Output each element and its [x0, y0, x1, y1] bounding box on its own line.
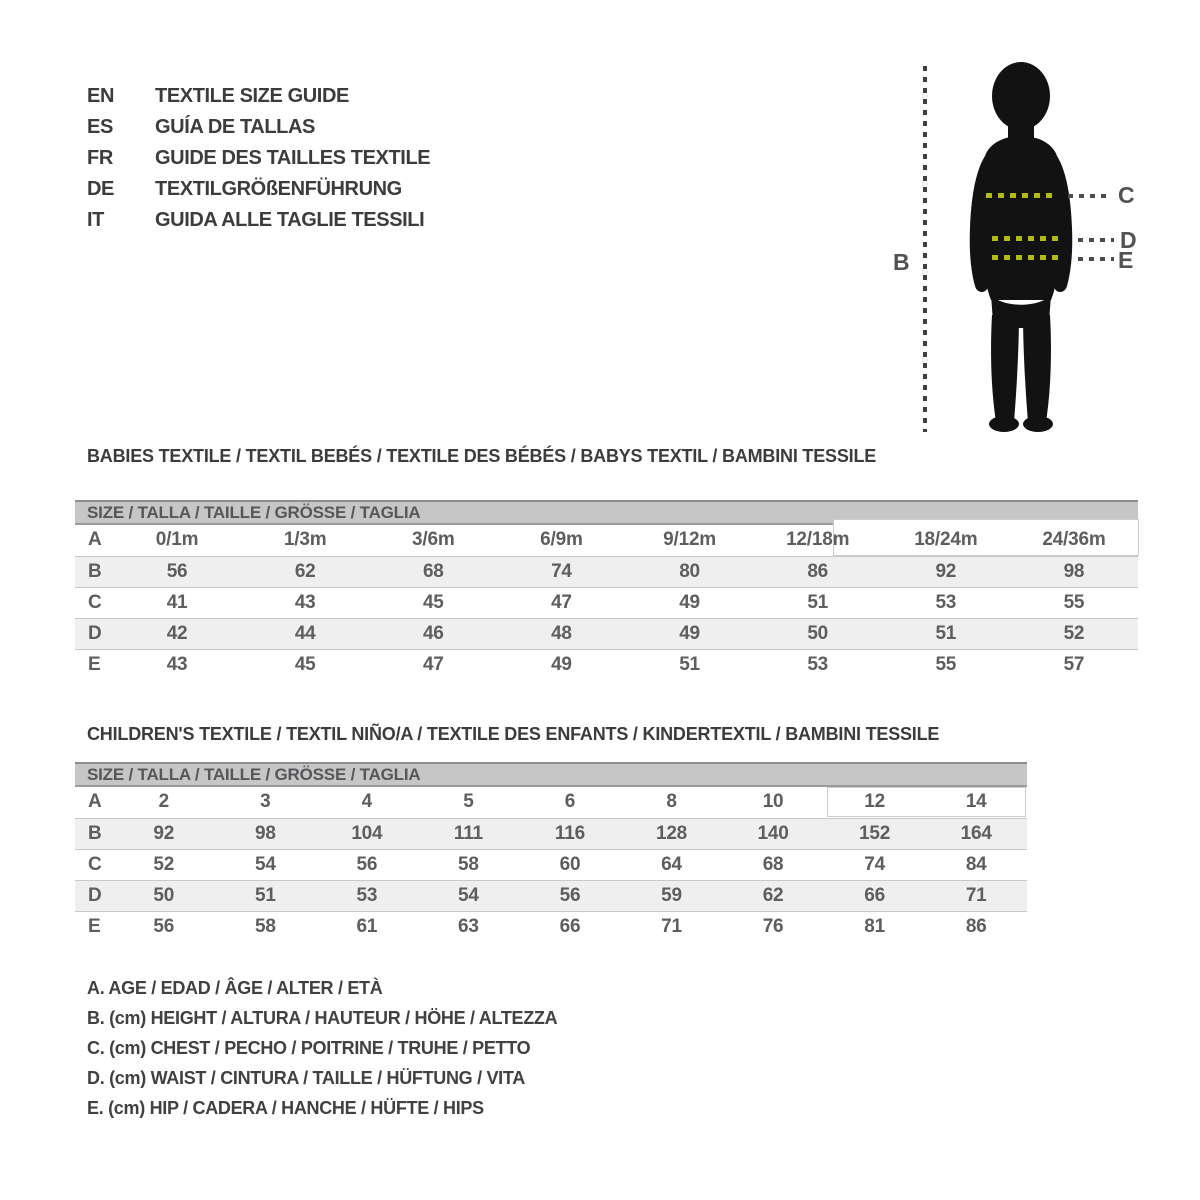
table-cell: 56: [153, 915, 175, 937]
language-code: EN: [87, 85, 114, 107]
table-cell: 98: [1063, 560, 1085, 582]
table-cell: 68: [422, 560, 444, 582]
table-cell: 51: [935, 622, 957, 644]
table-cell: 41: [166, 591, 188, 613]
table-cell: 56: [559, 884, 581, 906]
table-cell: 86: [807, 560, 829, 582]
legend: [87, 973, 557, 1123]
row-label: A: [88, 529, 102, 551]
table-cell: 18/24m: [914, 529, 978, 551]
language-row: [87, 143, 430, 174]
table-cell: 111: [453, 822, 483, 844]
language-title: TEXTILGRÖßENFÜHRUNG: [155, 178, 402, 200]
table-cell: 6: [564, 791, 576, 813]
table-cell: 47: [422, 653, 444, 675]
language-code: FR: [87, 147, 113, 169]
babies-table-grid: [75, 525, 1138, 680]
table-cell: 80: [679, 560, 700, 582]
table-row: [75, 880, 1027, 911]
table-cell: 164: [960, 822, 992, 844]
table-cell: 59: [661, 884, 682, 906]
table-cell: 116: [554, 822, 585, 844]
table-cell: 9/12m: [663, 529, 716, 551]
language-title: GUIDE DES TAILLES TEXTILE: [155, 147, 431, 169]
table-cell: 47: [551, 591, 572, 613]
chest-measure-line: [986, 193, 1056, 198]
table-cell: 104: [351, 822, 383, 844]
table-cell: 42: [166, 622, 188, 644]
table-cell: 57: [1063, 653, 1085, 675]
table-cell: 140: [757, 822, 789, 844]
table-cell: 45: [422, 591, 444, 613]
table-row: [75, 787, 1027, 818]
language-title: GUÍA DE TALLAS: [155, 116, 315, 138]
table-cell: 48: [551, 622, 572, 644]
table-cell: 55: [1063, 591, 1085, 613]
table-cell: 10: [762, 791, 784, 813]
row-label: C: [88, 853, 102, 875]
table-cell: 74: [864, 853, 885, 875]
table-cell: 55: [935, 653, 957, 675]
row-label: B: [88, 560, 102, 582]
table-row: [75, 525, 1138, 556]
language-row: [87, 81, 430, 112]
table-cell: 1/3m: [283, 529, 327, 551]
language-row: [87, 205, 430, 236]
table-cell: 62: [762, 884, 784, 906]
table-cell: 71: [661, 915, 682, 937]
language-title: GUIDA ALLE TAGLIE TESSILI: [155, 209, 425, 231]
table-row: [75, 556, 1138, 587]
table-cell: 43: [166, 653, 188, 675]
language-title: TEXTILE SIZE GUIDE: [155, 85, 349, 107]
table-row: [75, 618, 1138, 649]
hip-leader-line: [1078, 257, 1114, 261]
table-cell: 98: [254, 822, 276, 844]
table-cell: 52: [1063, 622, 1085, 644]
row-label: B: [88, 822, 102, 844]
table-cell: 53: [935, 591, 957, 613]
hip-label: E: [1118, 247, 1134, 273]
children-table-grid: [75, 787, 1027, 942]
table-cell: 56: [166, 560, 188, 582]
table-cell: 12: [864, 791, 885, 813]
table-cell: 128: [655, 822, 688, 844]
waist-measure-line: [992, 236, 1060, 241]
language-code: DE: [87, 178, 114, 200]
table-cell: 152: [859, 822, 891, 844]
babies-section-title: BABIES TEXTILE / TEXTIL BEBÉS / TEXTILE DES BÉBÉS / BABYS TEXTIL / BAMBINI TESSILE: [87, 446, 877, 466]
table-row: [75, 849, 1027, 880]
table-cell: 51: [254, 884, 276, 906]
table-cell: 49: [679, 591, 700, 613]
table-cell: 54: [458, 884, 479, 906]
table-row: [75, 649, 1138, 680]
table-cell: 64: [661, 853, 682, 875]
table-cell: 74: [551, 560, 572, 582]
table-cell: 6/9m: [540, 529, 583, 551]
table-cell: 12/18m: [786, 529, 850, 551]
table-cell: 49: [679, 622, 700, 644]
table-cell: 53: [356, 884, 378, 906]
table-cell: 54: [254, 853, 276, 875]
table-cell: 81: [864, 915, 885, 937]
table-cell: 62: [294, 560, 316, 582]
table-cell: 92: [935, 560, 957, 582]
table-cell: 60: [559, 853, 581, 875]
legend-item: C. (cm) CHEST / PECHO / POITRINE / TRUHE / PETTO: [87, 1038, 531, 1058]
table-cell: 84: [965, 853, 987, 875]
waist-label: D: [1120, 227, 1137, 253]
table-cell: 71: [965, 884, 987, 906]
height-measure-line: [923, 66, 927, 432]
table-cell: 43: [294, 591, 316, 613]
row-label: D: [88, 884, 102, 906]
table-row: [75, 587, 1138, 618]
table-cell: 45: [294, 653, 316, 675]
table-cell: 0/1m: [155, 529, 199, 551]
table-cell: 50: [153, 884, 175, 906]
height-label: B: [893, 249, 910, 275]
table-cell: 5: [463, 791, 474, 813]
table-cell: 66: [559, 915, 581, 937]
table-cell: 61: [356, 915, 378, 937]
row-label: E: [88, 915, 101, 937]
legend-item: A. AGE / EDAD / ÂGE / ALTER / ETÀ: [87, 978, 383, 998]
table-cell: 24/36m: [1042, 529, 1106, 551]
table-cell: 46: [422, 622, 444, 644]
table-cell: 76: [762, 915, 784, 937]
legend-item: D. (cm) WAIST / CINTURA / TAILLE / HÜFTUNG / VITA: [87, 1068, 525, 1088]
figure: [880, 50, 1170, 450]
table-cell: 52: [153, 853, 175, 875]
hip-measure-line: [992, 255, 1063, 260]
table-cell: 68: [762, 853, 784, 875]
table-cell: 51: [679, 653, 700, 675]
children-section-title: CHILDREN'S TEXTILE / TEXTIL NIÑO/A / TEXTILE DES ENFANTS / KINDERTEXTIL / BAMBINI TESSILE: [87, 724, 940, 744]
table-cell: 92: [153, 822, 175, 844]
child-silhouette-icon: [963, 60, 1083, 440]
table-cell: 58: [254, 915, 276, 937]
chest-leader-line: [1068, 194, 1112, 198]
legend-item: B. (cm) HEIGHT / ALTURA / HAUTEUR / HÖHE / ALTEZZA: [87, 1008, 558, 1028]
table-cell: 49: [551, 653, 572, 675]
row-label: D: [88, 622, 102, 644]
table-cell: 14: [965, 791, 987, 813]
table-cell: 44: [294, 622, 316, 644]
children-size-table: [75, 762, 1027, 942]
table-cell: 50: [807, 622, 829, 644]
table-cell: 58: [458, 853, 479, 875]
legend-item: E. (cm) HIP / CADERA / HANCHE / HÜFTE / HIPS: [87, 1098, 484, 1118]
table-row: [75, 818, 1027, 849]
children-table-header-bar: SIZE / TALLA / TAILLE / GRÖSSE / TAGLIA: [75, 762, 1027, 787]
table-cell: 51: [807, 591, 829, 613]
language-row: [87, 174, 430, 205]
table-cell: 63: [458, 915, 479, 937]
table-row: [75, 911, 1027, 942]
table-cell: 4: [361, 791, 373, 813]
row-label: A: [88, 791, 102, 813]
language-row: [87, 112, 430, 143]
table-cell: 53: [807, 653, 829, 675]
waist-leader-line: [1078, 238, 1114, 242]
table-cell: 8: [666, 791, 677, 813]
table-cell: 56: [356, 853, 378, 875]
babies-table-header-bar: SIZE / TALLA / TAILLE / GRÖSSE / TAGLIA: [75, 500, 1138, 525]
language-code: ES: [87, 116, 113, 138]
table-cell: 3/6m: [412, 529, 455, 551]
babies-size-table: [75, 500, 1138, 680]
language-code: IT: [87, 209, 104, 231]
row-label: E: [88, 653, 101, 675]
chest-label: C: [1118, 182, 1135, 208]
table-cell: 3: [260, 791, 271, 813]
table-cell: 86: [965, 915, 987, 937]
row-label: C: [88, 591, 102, 613]
table-cell: 2: [158, 791, 169, 813]
table-cell: 66: [864, 884, 885, 906]
language-list: [87, 81, 430, 236]
